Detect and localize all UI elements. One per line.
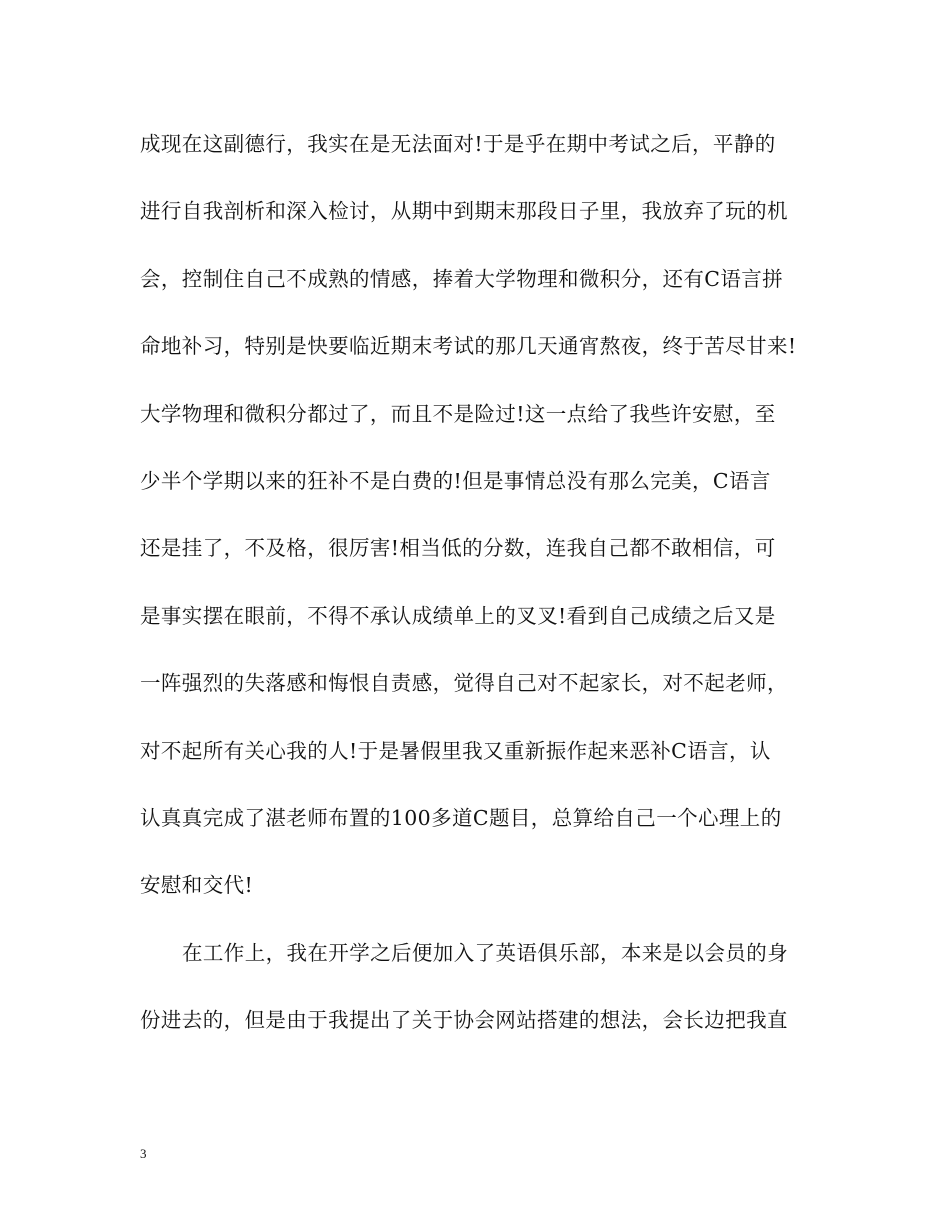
text-line: 成现在这副德行，我实在是无法面对!于是乎在期中考试之后，平静的 [140,132,776,156]
page-number: 3 [140,1146,147,1161]
text-line: 对不起所有关心我的人!于是暑假里我又重新振作起来恶补C语言，认 [140,738,771,763]
text-line: 大学物理和微积分都过了，而且不是险过!这一点给了我些许安慰，至 [140,401,776,426]
text-line: 命地补习，特别是快要临近期末考试的那几天通宵熬夜，终于苦尽甘来! [140,334,797,359]
text-line: 安慰和交代! [140,873,254,898]
body-text [140,124,830,1067]
text-line: 一阵强烈的失落感和悔恨自责感，觉得自己对不起家长，对不起老师， [140,671,788,696]
text-line: 少半个学期以来的狂补不是白费的!但是事情总没有那么完美，C语言 [140,468,771,493]
text-line: 是事实摆在眼前，不得不承认成绩单上的叉叉!看到自己成绩之后又是 [140,603,776,628]
paragraph-first-line: 在工作上，我在开学之后便加入了英语俱乐部，本来是以会员的身 [182,940,789,965]
text-line: 份进去的，但是由于我提出了关于协会网站搭建的想法，会长边把我直 [140,1008,788,1033]
text-line: 认真真完成了湛老师布置的100多道C题目，总算给自己一个心理上的 [140,805,782,830]
text-line: 进行自我剖析和深入检讨，从期中到期末那段日子里，我放弃了玩的机 [140,199,788,224]
text-line: 会，控制住自己不成熟的情感，捧着大学物理和微积分，还有C语言拼 [140,266,784,291]
text-line: 还是挂了，不及格，很厉害!相当低的分数，连我自己都不敢相信，可 [140,536,776,561]
